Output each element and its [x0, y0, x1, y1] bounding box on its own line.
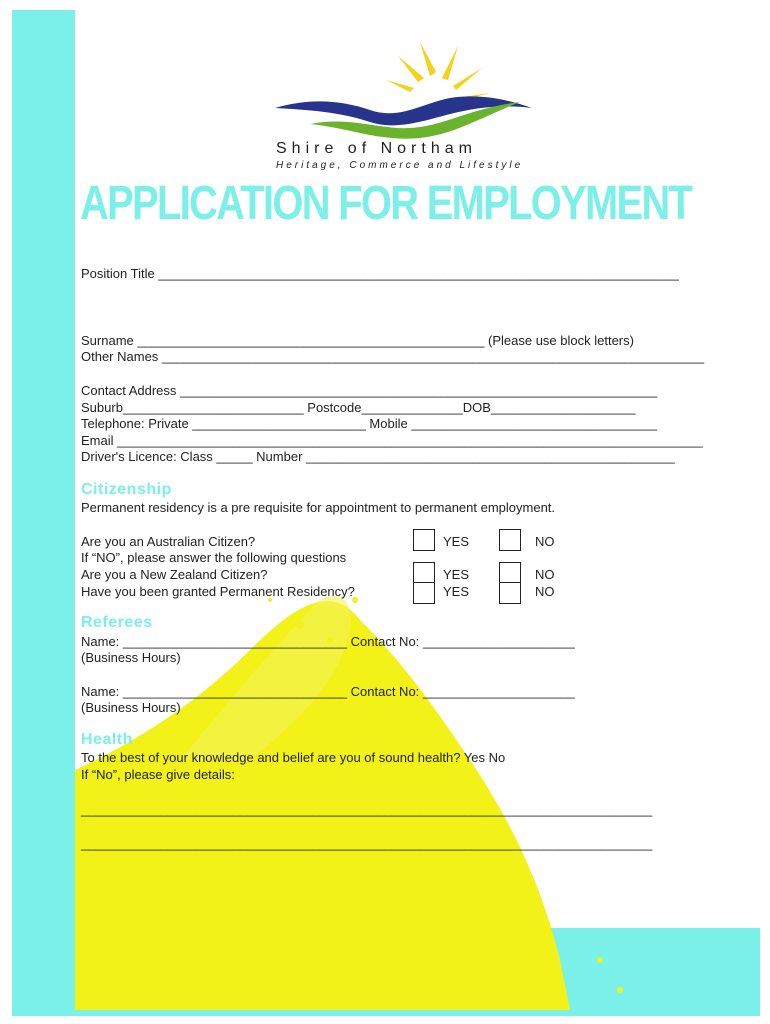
australian-yes-checkbox[interactable]	[413, 529, 435, 551]
no-label: NO	[535, 567, 555, 582]
question-nz-citizen: Are you a New Zealand Citizen?	[81, 567, 268, 582]
other-names-field[interactable]: Other Names ___________________________________________________________________________	[81, 349, 705, 364]
contact-address-field[interactable]: Contact Address __________________________________________________________________	[81, 383, 658, 398]
yes-label: YES	[443, 534, 470, 549]
nz-yes-checkbox[interactable]	[413, 562, 435, 584]
org-tagline: Heritage, Commerce and Lifestyle	[276, 160, 524, 171]
referee-1-hours: (Business Hours)	[81, 650, 181, 665]
question-australian-citizen: Are you an Australian Citizen?	[81, 534, 256, 549]
question-permanent-residency: Have you been granted Permanent Residency?	[81, 584, 355, 599]
surname-field[interactable]: Surname ________________________________________________ (Please use block letters)	[81, 333, 634, 348]
citizenship-note: Permanent residency is a pre requisite for appointment to permanent employment.	[81, 500, 556, 515]
health-question: To the best of your knowledge and belief are you of sound health? Yes No	[81, 750, 506, 765]
yes-label: YES	[443, 584, 470, 599]
health-details-line-2[interactable]: _______________________________________________________________________________	[81, 836, 653, 851]
citizenship-heading: Citizenship	[81, 481, 172, 498]
nz-no-checkbox[interactable]	[499, 562, 521, 584]
australian-no-checkbox[interactable]	[499, 529, 521, 551]
position-title-field[interactable]: Position Title ________________________________________________________________________	[81, 266, 679, 281]
health-details-prompt: If “No”, please give details:	[81, 767, 235, 782]
no-label: NO	[535, 534, 555, 549]
telephone-field[interactable]: Telephone: Private ________________________ Mobile __________________________________	[81, 416, 658, 431]
health-details-line-1[interactable]: _______________________________________________________________________________	[81, 802, 653, 817]
health-heading: Health	[81, 731, 133, 748]
org-name: Shire of Northam	[276, 140, 477, 157]
email-field[interactable]: Email _________________________________________________________________________________	[81, 433, 703, 448]
suburb-postcode-dob-field[interactable]: Suburb_________________________ Postcode______________DOB____________________	[81, 400, 636, 415]
question-if-no: If “NO”, please answer the following questions	[81, 550, 347, 565]
licence-field[interactable]: Driver's Licence: Class _____ Number ___________________________________________________	[81, 449, 675, 464]
residency-no-checkbox[interactable]	[499, 582, 521, 604]
residency-yes-checkbox[interactable]	[413, 582, 435, 604]
referee-2-field[interactable]: Name: _______________________________ Contact No: _____________________	[81, 684, 575, 699]
no-label: NO	[535, 584, 555, 599]
yes-label: YES	[443, 567, 470, 582]
referee-2-hours: (Business Hours)	[81, 700, 181, 715]
referees-heading: Referees	[81, 614, 153, 631]
page-title: APPLICATION FOR EMPLOYMENT	[80, 177, 692, 230]
referee-1-field[interactable]: Name: _______________________________ Contact No: _____________________	[81, 634, 575, 649]
